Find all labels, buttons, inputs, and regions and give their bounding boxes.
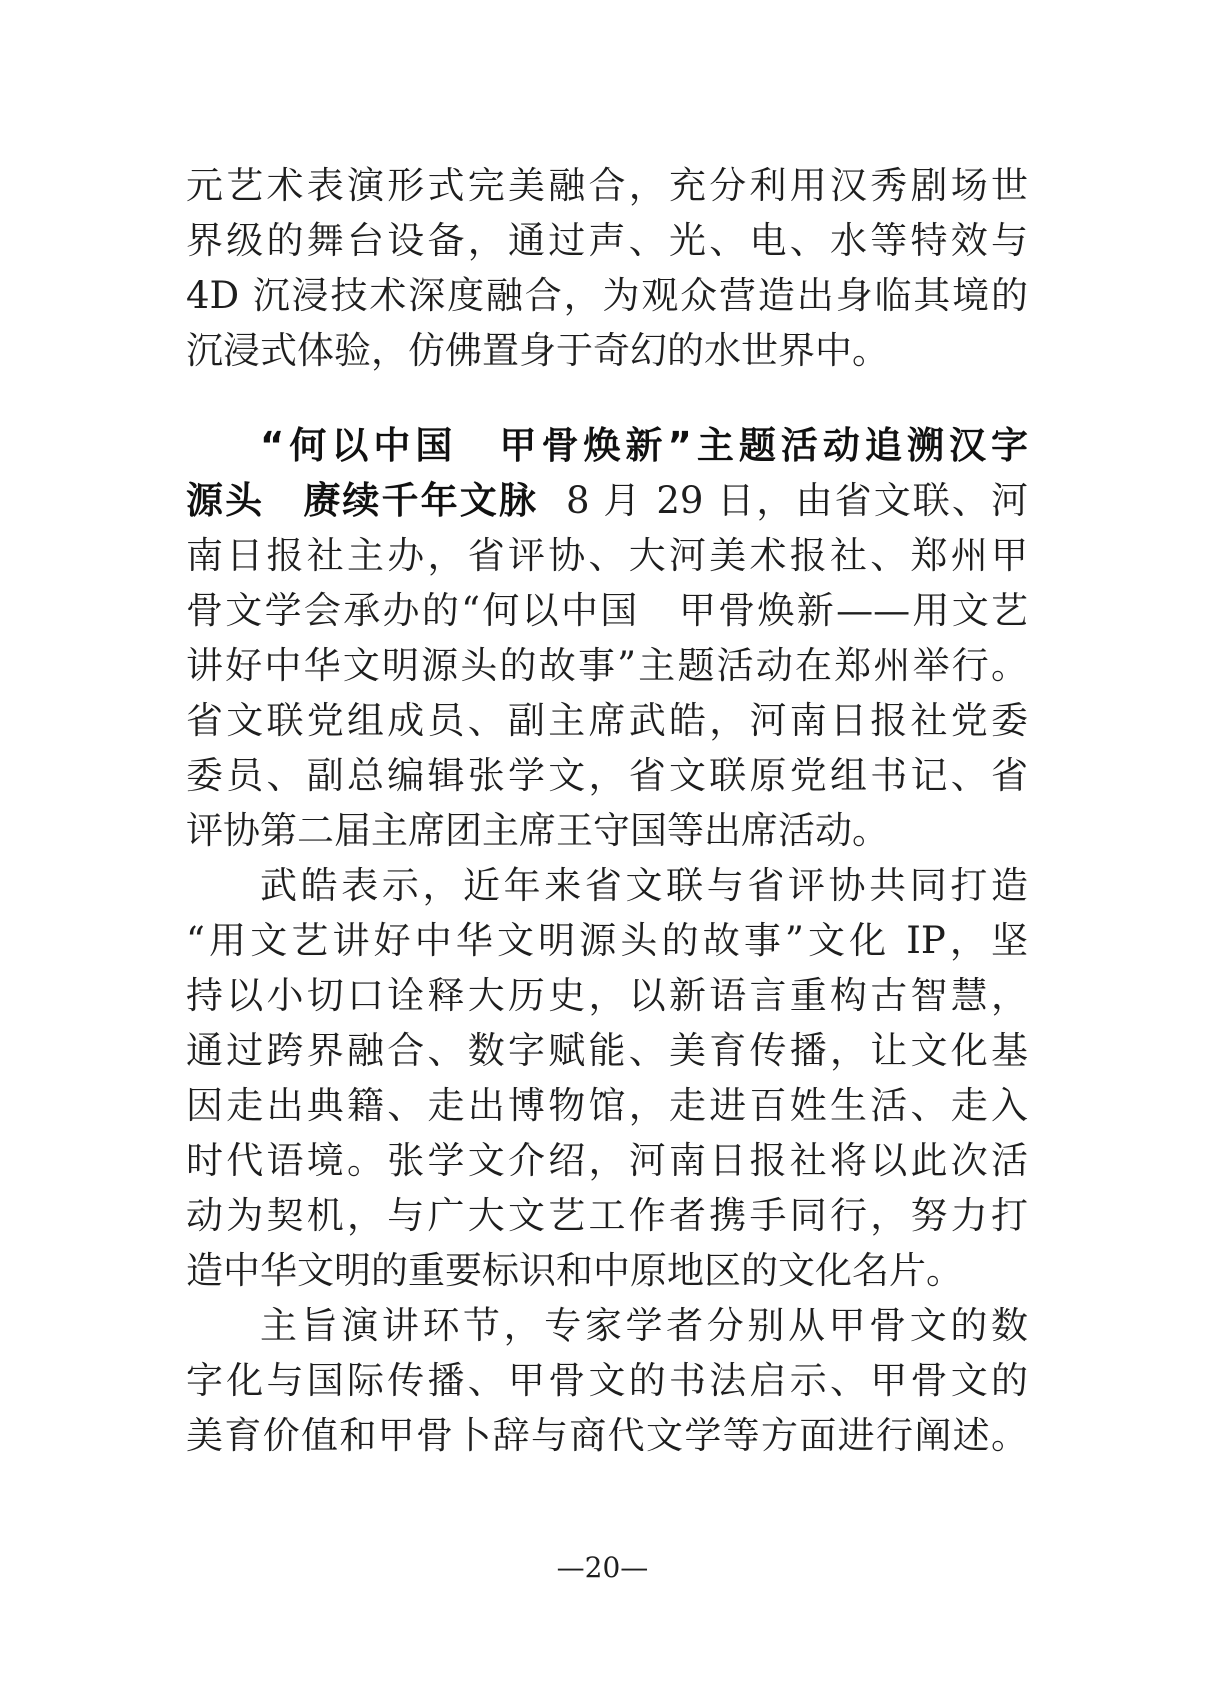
paragraph-4-line-1: 主旨演讲环节，专家学者分别从甲骨文的数 <box>260 1304 1028 1347</box>
paragraph-1-line-3: 4D 沉浸技术深度融合，为观众营造出身临其境的 <box>186 274 1028 317</box>
paragraph-3-line-3: 持以小切口诠释大历史，以新语言重构古智慧， <box>186 974 1028 1017</box>
paragraph-3-line-5: 因走出典籍、走出博物馆，走进百姓生活、走入 <box>186 1084 1028 1127</box>
paragraph-3-line-7: 动为契机，与广大文艺工作者携手同行，努力打 <box>186 1194 1028 1237</box>
section-line-6: 省文联党组成员、副主席武皓，河南日报社党委 <box>186 699 1028 742</box>
section-line-4: 骨文学会承办的“何以中国 甲骨焕新——用文艺 <box>186 589 1028 632</box>
section-line-5: 讲好中华文明源头的故事”主题活动在郑州举行。 <box>186 644 1028 687</box>
paragraph-4-line-3: 美育价值和甲骨卜辞与商代文学等方面进行阐述。 <box>186 1414 1028 1457</box>
page-number: —20— <box>556 1551 649 1584</box>
section-line-7: 委员、副总编辑张学文，省文联原党组书记、省 <box>186 754 1028 797</box>
paragraph-1-line-2: 界级的舞台设备，通过声、光、电、水等特效与 <box>186 219 1028 262</box>
paragraph-3-line-2: “用文艺讲好中华文明源头的故事”文化 IP，坚 <box>186 919 1028 962</box>
paragraph-4-line-2: 字化与国际传播、甲骨文的书法启示、甲骨文的 <box>186 1359 1028 1402</box>
section-line-2 <box>186 473 1028 529</box>
section-line-8: 评协第二届主席团主席王守国等出席活动。 <box>186 809 889 852</box>
paragraph-3-line-4: 通过跨界融合、数字赋能、美育传播，让文化基 <box>186 1029 1028 1072</box>
section-line-2-text: 8 月 29 日，由省文联、河 <box>565 479 1028 522</box>
section-line-3: 南日报社主办，省评协、大河美术报社、郑州甲 <box>186 534 1028 577</box>
paragraph-1-line-4: 沉浸式体验，仿佛置身于奇幻的水世界中。 <box>186 329 889 372</box>
paragraph-1-line-1: 元艺术表演形式完美融合，充分利用汉秀剧场世 <box>186 164 1028 207</box>
paragraph-3-line-8: 造中华文明的重要标识和中原地区的文化名片。 <box>186 1249 963 1292</box>
section-heading-line-2: 源头 赓续千年文脉 <box>186 479 538 522</box>
section-heading-line-1: “何以中国 甲骨焕新”主题活动追溯汉字 <box>260 424 1028 467</box>
paragraph-3-line-1: 武皓表示，近年来省文联与省评协共同打造 <box>260 864 1028 907</box>
paragraph-3-line-6: 时代语境。张学文介绍，河南日报社将以此次活 <box>186 1139 1028 1182</box>
